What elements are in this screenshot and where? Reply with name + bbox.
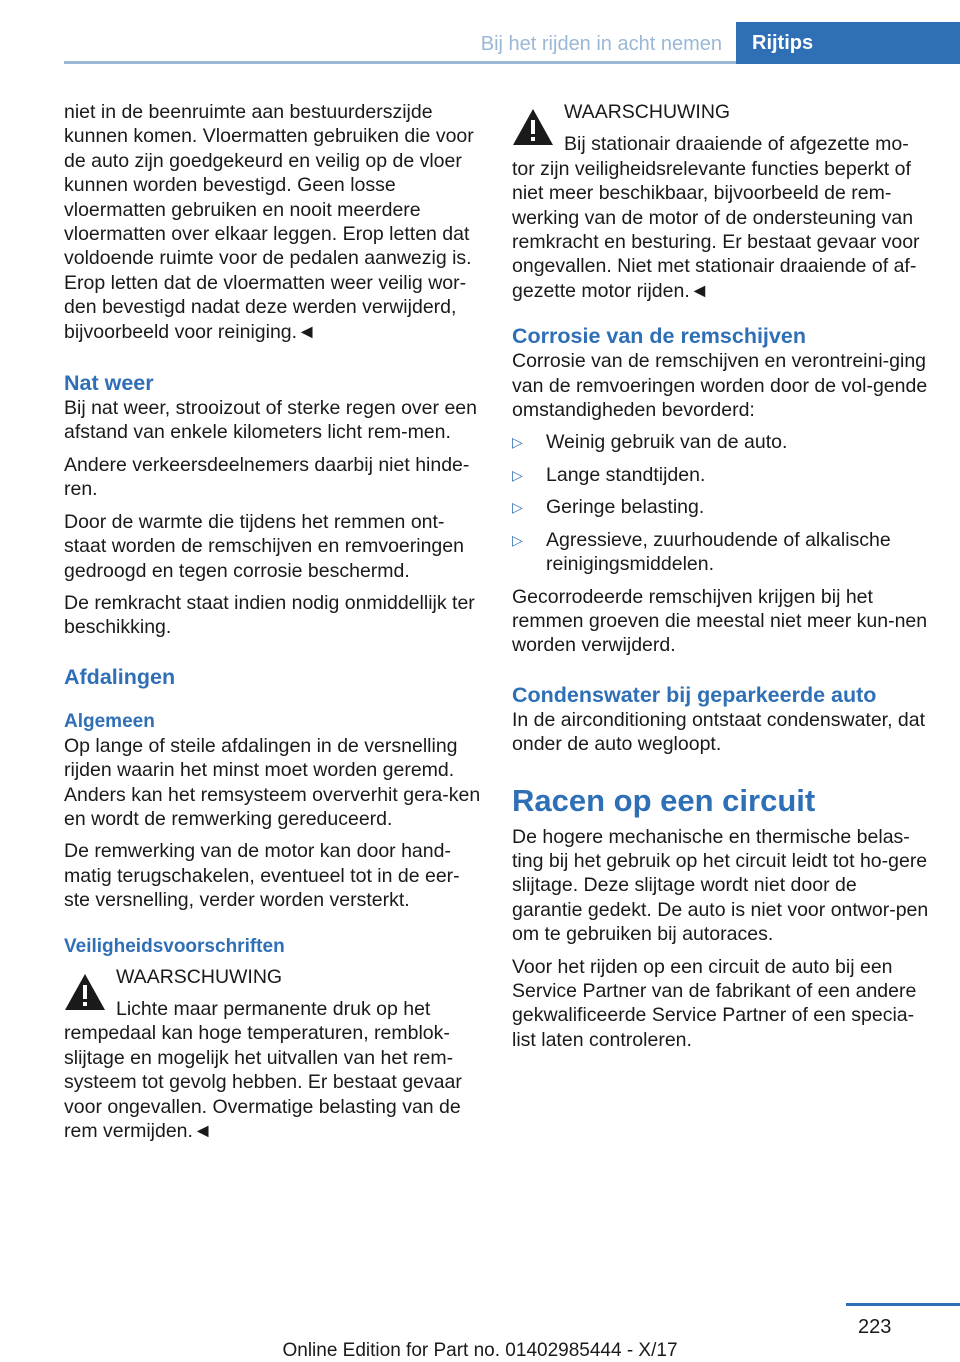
corrosie-paragraph-2: Gecorrodeerde remschijven krijgen bij het remmen groeven die meestal niet meer kun-nen worden verwijderd. — [512, 585, 928, 657]
heading-afdalingen: Afdalingen — [64, 664, 176, 689]
warning-text-first: Bij stationair draaiende of afgezette mo- — [564, 133, 909, 156]
bullet-triangle-icon: ▷ — [512, 499, 523, 516]
algemeen-paragraph-1: Op lange of steile afdalingen in de versnelling rijden waarin het minst moet worden geremd. Anders kan het remsysteem oververhit gera-ken en wordt de remwerking gereduceerd. — [64, 734, 481, 830]
page-number: 223 — [858, 1316, 892, 1338]
warning-text-rest: rempedaal kan hoge temperaturen, remblok-slijtage en mogelijk het uitvallen van het rem-systeem tot gevolg hebben. Er bestaat gevaar voor ongevallen. Overmatige belasting van de rem vermijden.◄ — [64, 1022, 462, 1142]
racen-paragraph-2: Voor het rijden op een circuit de auto bij een Service Partner van de fabrikant of een andere gekwalificeerde Service Partner of een specia-list laten controleren. — [512, 955, 917, 1051]
warning-label: WAARSCHUWING — [564, 101, 731, 123]
list-item-text: Geringe belasting. — [546, 496, 705, 519]
corrosie-paragraph-1: Corrosie van de remschijven en verontreini-ging van de remvoeringen worden door de vol-gende omstandigheden bevorderd: — [512, 350, 928, 422]
footer-rule — [846, 1303, 960, 1306]
nat-paragraph-3: Door de warmte die tijdens het remmen ont-staat worden de remschijven en remvoeringen gedroogd en tegen corrosie beschermd. — [64, 510, 464, 582]
warning-triangle-icon — [512, 108, 554, 146]
list-item — [512, 430, 932, 454]
header-chapter-tab: Rijtips — [736, 22, 960, 64]
heading-algemeen: Algemeen — [64, 710, 155, 732]
corrosie-bullet-list — [512, 430, 932, 576]
heading-condenswater: Condenswater bij geparkeerde auto — [512, 682, 877, 707]
left-column — [64, 100, 482, 1143]
racen-paragraph-1: De hogere mechanische en thermische belas-ting bij het gebruik op het circuit leidt tot ho-gere slijtage. Deze slijtage wordt niet door de garantie gedekt. De auto is niet voor ontwor-pen om te gebruiken bij autoraces. — [512, 825, 929, 946]
algemeen-paragraph-2: De remwerking van de motor kan door hand-matig terugschakelen, eventueel tot in de eer-ste versnelling, verder worden versterkt. — [64, 840, 460, 912]
warning-block-left — [64, 965, 482, 1144]
heading-racen: Racen op een circuit — [512, 782, 816, 818]
warning-block-right — [512, 100, 932, 303]
warning-triangle-icon — [64, 973, 106, 1011]
intro-paragraph: niet in de beenruimte aan bestuurderszijde kunnen komen. Vloermatten gebruiken die voor de auto zijn goedgekeurd en veilig op de vloer kunnen worden bevestigd. Geen losse vloermatten gebruiken en nooit meerdere vloermatten over elkaar leggen. Erop letten dat voldoende ruimte voor de pedalen aanwezig is. Erop letten dat de vloermatten weer veilig wor-den bevestigd nadat deze werden verwijderd, bijvoorbeeld voor reiniging.◄ — [64, 101, 474, 343]
heading-corrosie: Corrosie van de remschijven — [512, 324, 806, 349]
header-rule — [64, 61, 746, 64]
list-item-text: Weinig gebruik van de auto. — [546, 431, 788, 454]
list-item-text: Lange standtijden. — [546, 463, 706, 486]
bullet-triangle-icon: ▷ — [512, 434, 523, 451]
list-item — [512, 463, 932, 487]
header-section-title: Bij het rijden in acht nemen — [480, 33, 722, 55]
heading-veiligheidsvoorschriften: Veiligheidsvoorschriften — [64, 935, 285, 957]
right-column — [512, 100, 932, 1060]
bullet-triangle-icon: ▷ — [512, 531, 523, 548]
bullet-triangle-icon: ▷ — [512, 466, 523, 483]
nat-paragraph-1: Bij nat weer, strooizout of sterke regen over een afstand van enkele kilometers licht rem-men. — [64, 397, 477, 444]
list-item-text: Agressieve, zuurhoudende of alkalische reinigingsmiddelen. — [546, 528, 891, 576]
warning-text-first: Lichte maar permanente druk op het — [116, 997, 431, 1020]
condenswater-paragraph: In de airconditioning ontstaat condenswater, dat onder de auto wegloopt. — [512, 708, 926, 756]
heading-nat-weer: Nat weer — [64, 371, 154, 396]
nat-paragraph-4: De remkracht staat indien nodig onmiddellijk ter beschikking. — [64, 591, 475, 639]
warning-label: WAARSCHUWING — [116, 965, 283, 988]
nat-paragraph-2: Andere verkeersdeelnemers daarbij niet hinde-ren. — [64, 453, 470, 501]
list-item — [512, 528, 932, 577]
warning-text-rest: tor zijn veiligheidsrelevante functies beperkt of niet meer beschikbaar, bijvoorbeeld de rem-werking van de motor of de ondersteuning van remkracht en besturing. Er bestaat gevaar voor ongevallen. Niet met stationair draaiende of af-gezette motor rijden.◄ — [512, 157, 920, 302]
list-item — [512, 495, 932, 519]
footer-edition: Online Edition for Part no. 01402985444 - X/17 — [282, 1340, 678, 1361]
